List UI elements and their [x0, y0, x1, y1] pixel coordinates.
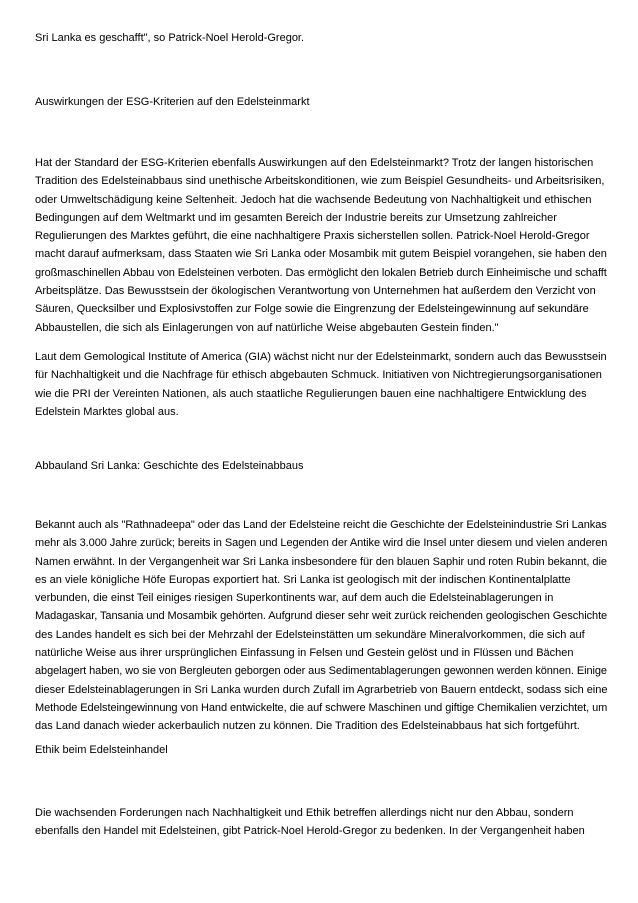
paragraph-srilanka: Bekannt auch als "Rathnadeepa" oder das Land der Edelsteine reicht die Geschichte der Edelsteinindustrie Sri Lankas mehr als 3.000 Jahre zurück; bereits in Sagen und Legenden der Antike wird die Insel unter diesem und vielen anderen Namen erwähnt. In der Vergangenheit war Sri Lanka insbesondere für den blauen Saphir und roten Rubin bekannt, die es an viele königliche Höfe Europas exportiert hat. Sri Lanka ist geologisch mit der indischen Kontinentalplatte verbunden, die einst Teil einiges riesigen Superkontinents war, auf dem auch die Edelsteinablagerungen in Madagaskar, Tansania und Mosambik gehörten. Aufgrund dieser sehr weit zurück reichenden geologischen Geschichte des Landes handelt es sich bei der Mehrzahl der Edelsteinstätten um sekundäre Mineralvorkommen, die sich auf natürliche Weise aus ihrer ursprünglichen Einfassung in Felsen und Gestein gelöst und in Flüssen und Bächen abgelagert haben, wo sie von Bergleuten geborgen oder aus Sedimentablagerungen gewonnen werden können. Einige dieser Edelsteinablagerungen in Sri Lanka wurden durch Zufall im Agrarbetrieb von Bauern entdeckt, sodass sich eine Methode Edelsteingewinnung von Hand entwickelte, die auf schwere Maschinen und giftige Chemikalien verzichtet, um das Land danach wieder ackerbaulich nutzen zu können. Die Tradition des Edelsteinabbaus hat sich fortgeführt.	[35, 519, 608, 733]
intro-line: Sri Lanka es geschafft", so Patrick-Noel Herold-Gregor.	[35, 32, 305, 44]
paragraph-esg: Hat der Standard der ESG-Kriterien ebenfalls Auswirkungen auf den Edelsteinmarkt? Trotz der langen historischen Tradition des Edelsteinabbaus sind unethische Arbeitskonditionen, wie zum Beispiel Gesundheits- und Arbeitsrisiken, oder Umweltschädigung keine Seltenheit. Jedoch hat die wachsende Bedeutung von Nachhaltigkeit und ethischen Bedingungen auf dem Weltmarkt und im gesamten Bereich der Industrie bereits zur Umsetzung zahlreicher Regulierungen des Marktes geführt, die eine nachhaltigere Praxis sicherstellen sollen. Patrick-Noel Herold-Gregor macht darauf aufmerksam, dass Staaten wie Sri Lanka oder Mosambik mit gutem Beispiel vorangehen, sie haben den großmaschinellen Abbau von Edelsteinen verboten. Das ermöglicht den lokalen Betrieb durch Einheimische und schafft Arbeitsplätze. Das Bewusstsein der ökologischen Verantwortung von Unternehmen hat außerdem den Verzicht von Säuren, Quecksilber und Explosivstoffen zur Folge sowie die Eingrenzung der Edelsteingewinnung auf sekundäre Abbaustellen, die sich als Einlagerungen von auf natürliche Weise abgebauten Gestein finden."	[35, 157, 607, 334]
paragraph-gia: Laut dem Gemological Institute of America (GIA) wächst nicht nur der Edelsteinmarkt, sondern auch das Bewusstsein für Nachhaltigkeit und die Nachfrage für ethisch abgebauten Schmuck. Initiativen von Nichtregierungsorganisationen wie die PRI der Vereinten Nationen, als auch staatliche Regulierungen bauen eine nachhaltigere Entwicklung des Edelstein Marktes global aus.	[35, 351, 607, 418]
paragraph-ethik: Die wachsenden Forderungen nach Nachhaltigkeit und Ethik betreffen allerdings nicht nur den Abbau, sondern ebenfalls den Handel mit Edelsteinen, gibt Patrick-Noel Herold-Gregor zu bedenken. In der Vergangenheit haben	[35, 807, 585, 838]
heading-ethik: Ethik beim Edelsteinhandel	[35, 744, 168, 756]
heading-srilanka: Abbauland Sri Lanka: Geschichte des Edelsteinabbaus	[35, 460, 304, 472]
heading-esg: Auswirkungen der ESG-Kriterien auf den Edelsteinmarkt	[35, 96, 310, 108]
